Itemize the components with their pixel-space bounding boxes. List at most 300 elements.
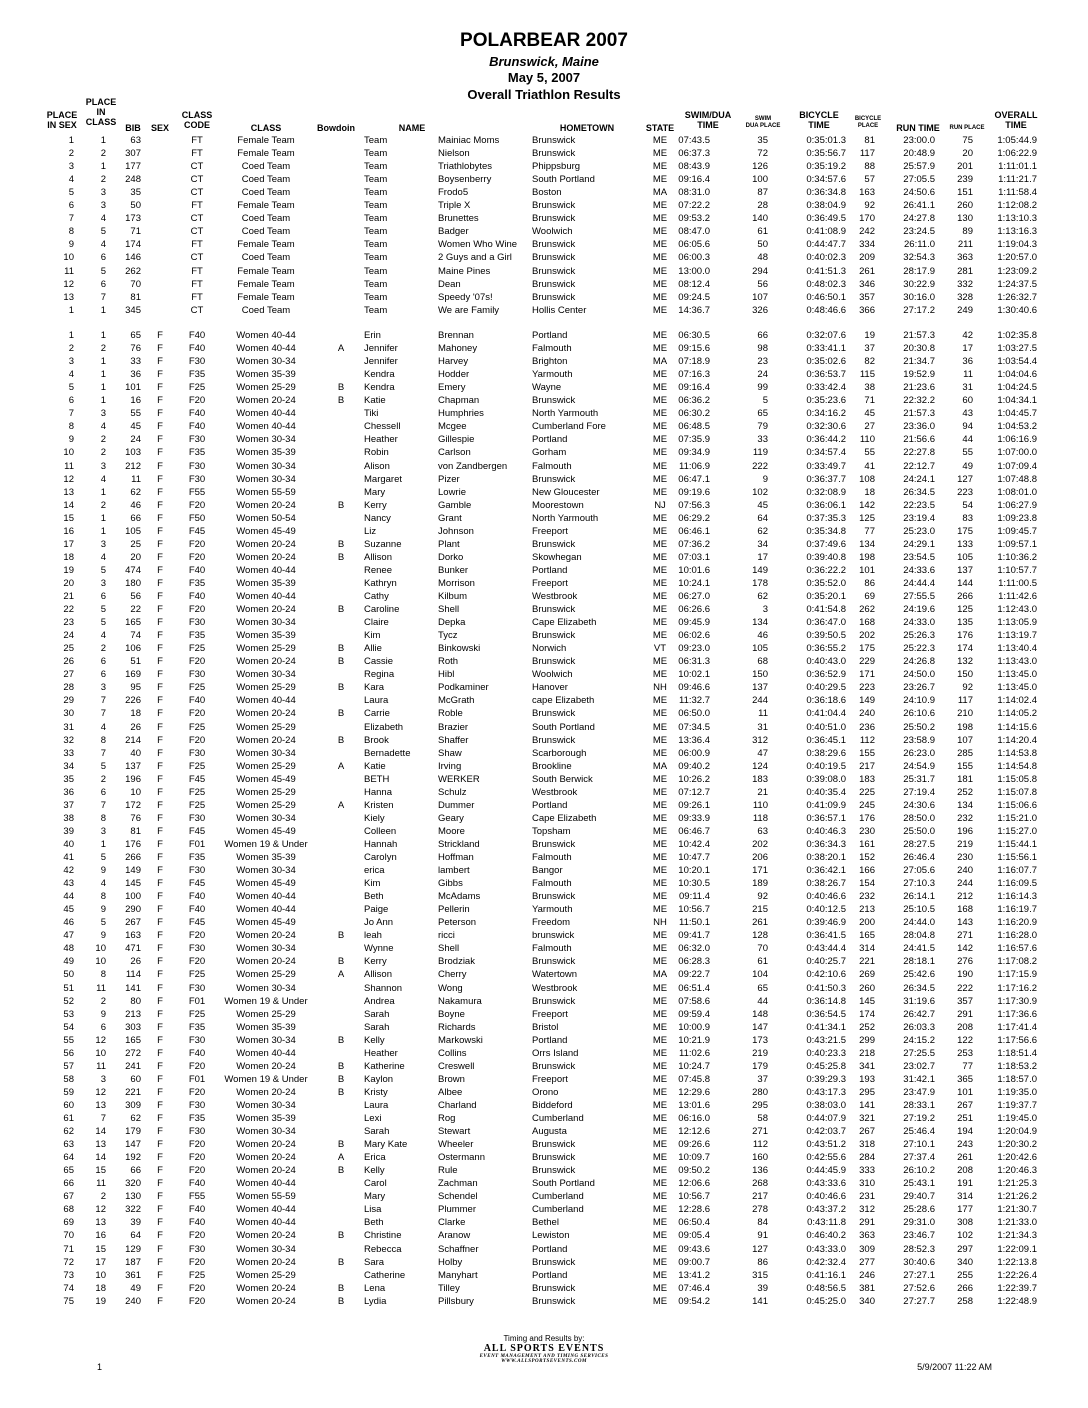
cell-bib: 40: [130, 747, 141, 759]
cell-hometown: Cumberland: [532, 1204, 584, 1216]
cell-run-time: 24:41.5: [903, 943, 935, 955]
cell-state: ME: [652, 226, 668, 238]
cell-class: Women 20-24: [236, 1165, 296, 1177]
cell-overall-time: 1:04:24.5: [997, 382, 1037, 394]
cell-last-name: Shaffer: [438, 734, 469, 746]
cell-bike-place: 38: [864, 382, 875, 394]
cell-bib: 137: [125, 760, 141, 772]
cell-run-place: 102: [957, 1230, 973, 1242]
cell-swim-time: 06:32.0: [678, 943, 710, 955]
cell-place-sex: 18: [63, 551, 74, 563]
cell-swim-place: 35: [757, 135, 768, 146]
cell-last-name: lambert: [438, 865, 470, 877]
cell-class-code: FT: [191, 265, 203, 277]
table-row: [0, 942, 1088, 955]
cell-bib: 145: [125, 878, 141, 890]
cell-class: Women 40-44: [236, 1217, 296, 1229]
cell-bib: 165: [125, 617, 141, 629]
cell-bib: 192: [125, 1152, 141, 1164]
cell-class: Women 19 & Under: [224, 838, 308, 850]
cell-overall-time: 1:15:56.1: [997, 852, 1037, 863]
table-row: [0, 525, 1088, 538]
cell-overall-time: 1:19:37.7: [997, 1099, 1037, 1111]
cell-class: Women 30-34: [236, 812, 296, 824]
table-row: [0, 1229, 1088, 1242]
cell-last-name: McGrath: [438, 695, 475, 707]
cell-class-code: F25: [188, 799, 206, 811]
cell-place-class: 13: [95, 1099, 106, 1111]
cell-run-time: 24:50.6: [903, 187, 935, 199]
cell-bike-time: 0:38:26.7: [806, 878, 846, 890]
cell-overall-time: 1:16:07.7: [997, 865, 1037, 877]
cell-class: Women 40-44: [236, 408, 296, 420]
cell-hometown: Cumberland: [532, 1191, 584, 1203]
cell-place-class: 2: [100, 995, 106, 1007]
cell-class-code: F30: [188, 943, 206, 955]
cell-hometown: Brunswick: [532, 891, 576, 903]
cell-run-place: 191: [957, 1178, 973, 1190]
cell-last-name: Dean: [438, 278, 461, 290]
cell-bike-time: 0:43:33.0: [806, 1243, 846, 1255]
cell-overall-time: 1:05:44.9: [997, 135, 1037, 146]
cell-place-class: 4: [100, 239, 106, 251]
table-row: [0, 355, 1088, 368]
cell-first-name: Team: [364, 239, 388, 251]
cell-bike-time: 0:36:57.1: [806, 812, 846, 824]
cell-last-name: Kilbum: [438, 591, 468, 602]
cell-run-place: 155: [957, 760, 973, 772]
cell-swim-time: 06:51.4: [678, 982, 710, 994]
cell-overall-time: 1:08:01.0: [997, 486, 1037, 498]
cell-sex: F: [157, 1139, 163, 1151]
cell-place-class: 2: [100, 434, 106, 446]
table-row: [0, 551, 1088, 564]
cell-run-time: 26:11.0: [904, 239, 935, 251]
cell-swim-time: 12:28.6: [678, 1204, 710, 1216]
cell-run-time: 23:19.4: [903, 512, 935, 524]
cell-swim-time: 09:15.6: [678, 343, 710, 355]
cell-place-class: 9: [100, 865, 106, 877]
cell-swim-place: 91: [757, 1230, 768, 1242]
cell-swim-time: 06:36.2: [678, 395, 710, 407]
cell-place-class: 4: [100, 878, 106, 890]
cell-bib: 64: [130, 1230, 141, 1242]
cell-class-code: F25: [188, 1269, 206, 1281]
cell-hometown: Brunswick: [532, 656, 576, 668]
cell-state: ME: [652, 1282, 668, 1294]
cell-bib: 176: [125, 838, 141, 850]
cell-swim-place: 126: [752, 161, 768, 173]
cell-swim-place: 24: [757, 369, 768, 381]
cell-overall-time: 1:11:00.5: [998, 577, 1037, 589]
cell-bike-time: 0:38:03.0: [806, 1099, 846, 1111]
cell-overall-time: 1:07:00.0: [997, 447, 1037, 459]
cell-class: Women 40-44: [236, 421, 296, 433]
cell-place-sex: 10: [63, 252, 74, 264]
cell-sex: F: [157, 969, 163, 981]
cell-class-code: F40: [188, 408, 206, 420]
cell-run-place: 144: [957, 577, 973, 589]
table-row: [0, 368, 1088, 381]
cell-first-name: Hannah: [364, 838, 398, 850]
cell-overall-time: 1:04:53.2: [997, 421, 1037, 433]
cell-hometown: Portland: [532, 1243, 568, 1255]
cell-sex: F: [157, 551, 163, 563]
cell-last-name: Dorko: [438, 551, 464, 563]
cell-class: Women 45-49: [236, 917, 296, 929]
cell-first-name: Kelly: [364, 1165, 385, 1177]
cell-overall-time: 1:09:57.1: [997, 538, 1037, 550]
cell-sex: F: [157, 865, 163, 877]
cell-swim-time: 06:46.1: [678, 525, 710, 537]
cell-bib: 322: [125, 1204, 141, 1216]
cell-swim-time: 12:06.6: [678, 1178, 710, 1190]
cell-bowdoin: B: [337, 1230, 345, 1242]
cell-overall-time: 1:21:25.3: [997, 1178, 1037, 1190]
cell-last-name: Holby: [438, 1256, 463, 1268]
cell-place-class: 12: [95, 1086, 106, 1098]
cell-class-code: F50: [188, 512, 206, 524]
cell-place-sex: 33: [63, 747, 74, 759]
cell-bowdoin: B: [337, 382, 345, 394]
cell-bib: 471: [125, 943, 141, 955]
cell-bib: 20: [130, 551, 141, 563]
cell-state: ME: [652, 382, 668, 394]
page-number: 1: [97, 1362, 103, 1372]
cell-state: ME: [652, 1086, 668, 1098]
cell-run-place: 357: [957, 995, 973, 1007]
cell-swim-place: 128: [752, 930, 768, 942]
cell-place-sex: 68: [63, 1204, 74, 1216]
cell-place-class: 10: [95, 943, 106, 955]
cell-first-name: Lisa: [364, 1204, 382, 1216]
cell-sex: F: [157, 734, 163, 746]
cell-swim-time: 12:29.6: [678, 1086, 710, 1098]
cell-first-name: Laura: [364, 695, 389, 707]
cell-run-place: 127: [957, 473, 973, 485]
cell-place-sex: 20: [63, 577, 74, 589]
cell-class-code: FT: [191, 135, 203, 146]
cell-bike-place: 346: [859, 278, 875, 290]
cell-hometown: Boston: [532, 187, 562, 199]
cell-run-place: 240: [957, 865, 973, 877]
cell-bike-place: 340: [859, 1295, 875, 1307]
cell-last-name: Brown: [438, 1073, 465, 1085]
cell-sex: F: [157, 604, 163, 616]
cell-overall-time: 1:16:09.5: [997, 878, 1037, 890]
cell-bib: 49: [130, 1282, 141, 1294]
cell-place-sex: 58: [63, 1073, 74, 1085]
cell-state: ME: [652, 838, 668, 850]
cell-place-class: 5: [100, 604, 106, 616]
cell-bike-time: 0:40:12.5: [806, 904, 846, 916]
cell-place-sex: 45: [63, 904, 74, 916]
cell-last-name: Clarke: [438, 1217, 466, 1229]
col-swim-place: SWIM DUA PLACE: [745, 116, 781, 129]
cell-last-name: Dummer: [438, 799, 475, 811]
cell-run-place: 251: [957, 1113, 973, 1124]
cell-bike-place: 108: [859, 473, 875, 485]
cell-swim-time: 07:03.1: [678, 551, 710, 563]
cell-last-name: Pillsbury: [438, 1295, 474, 1307]
cell-overall-time: 1:18:51.4: [997, 1047, 1037, 1059]
cell-run-time: 26:41.1: [903, 200, 935, 212]
cell-run-time: 24:44.4: [903, 577, 935, 589]
cell-bib: 101: [125, 382, 141, 394]
cell-place-sex: 53: [63, 1008, 74, 1020]
cell-state: ME: [652, 473, 668, 485]
cell-swim-time: 09:50.2: [678, 1165, 710, 1177]
cell-swim-place: 244: [752, 695, 768, 707]
cell-bike-place: 112: [859, 734, 875, 746]
cell-run-place: 332: [957, 278, 973, 290]
cell-state: ME: [652, 421, 668, 433]
cell-sex: F: [157, 356, 163, 368]
cell-class: Women 30-34: [236, 1126, 296, 1138]
cell-place-class: 2: [100, 447, 106, 459]
cell-last-name: Irving: [438, 760, 462, 772]
cell-place-class: 3: [100, 1073, 106, 1085]
cell-place-class: 5: [100, 852, 106, 863]
cell-last-name: Emery: [438, 382, 466, 394]
cell-swim-place: 79: [757, 421, 768, 433]
cell-class: Women 30-34: [236, 1099, 296, 1111]
cell-state: ME: [652, 1295, 668, 1307]
cell-class-code: F30: [188, 1034, 206, 1046]
cell-class: Women 25-29: [236, 1269, 296, 1281]
cell-bike-time: 0:41:50.3: [806, 982, 846, 994]
cell-class-code: CT: [190, 252, 204, 264]
cell-place-sex: 8: [68, 421, 74, 433]
cell-sex: F: [157, 995, 163, 1007]
cell-place-sex: 19: [63, 564, 74, 576]
cell-overall-time: 1:11:21.7: [998, 174, 1037, 186]
cell-overall-time: 1:13:19.7: [997, 630, 1037, 642]
cell-place-sex: 9: [68, 434, 74, 446]
cell-class: Women 25-29: [236, 969, 296, 981]
table-row: [0, 577, 1088, 590]
table-row: [0, 590, 1088, 603]
cell-overall-time: 1:14:05.2: [997, 708, 1037, 720]
cell-run-place: 212: [957, 891, 973, 903]
cell-swim-place: 183: [752, 773, 768, 785]
cell-swim-time: 06:05.6: [678, 239, 710, 251]
cell-class: Women 40-44: [236, 330, 296, 341]
cell-place-class: 1: [100, 486, 106, 498]
cell-class: Women 20-24: [236, 930, 296, 942]
table-row: [0, 864, 1088, 877]
cell-run-place: 101: [957, 1086, 973, 1098]
cell-run-place: 105: [957, 551, 973, 563]
cell-run-place: 249: [957, 304, 973, 316]
cell-state: ME: [652, 982, 668, 994]
cell-hometown: Hollis Center: [532, 304, 587, 316]
cell-place-class: 1: [100, 304, 106, 316]
cell-overall-time: 1:22:13.8: [997, 1256, 1037, 1268]
cell-swim-time: 13:41.2: [678, 1269, 710, 1281]
results-subtitle: Overall Triathlon Results: [467, 87, 621, 102]
cell-last-name: von Zandbergen: [438, 460, 508, 472]
cell-bib: 62: [130, 1113, 141, 1124]
cell-run-time: 27:55.5: [903, 591, 935, 602]
cell-swim-place: 104: [752, 969, 768, 981]
cell-last-name: Roth: [438, 656, 459, 668]
cell-bib: 66: [130, 512, 141, 524]
cell-swim-time: 07:22.2: [678, 200, 710, 212]
cell-overall-time: 1:21:33.0: [997, 1217, 1037, 1229]
cell-sex: F: [157, 1126, 163, 1138]
cell-hometown: Moorestown: [532, 499, 584, 511]
table-row: [0, 681, 1088, 694]
cell-run-place: 137: [957, 564, 973, 576]
cell-bike-place: 357: [859, 291, 875, 303]
cell-overall-time: 1:15:21.0: [997, 812, 1037, 824]
cell-swim-place: 202: [752, 838, 768, 850]
cell-run-time: 26:42.7: [903, 1008, 935, 1020]
cell-hometown: Brunswick: [532, 1152, 576, 1164]
cell-place-sex: 17: [63, 538, 74, 550]
cell-hometown: Cumberland: [532, 1113, 584, 1124]
cell-place-sex: 8: [68, 226, 74, 238]
cell-hometown: Woolwich: [532, 226, 573, 238]
cell-place-sex: 4: [68, 174, 74, 186]
cell-run-place: 130: [957, 213, 973, 225]
cell-class-code: CT: [190, 161, 204, 173]
cell-class-code: CT: [190, 226, 204, 238]
cell-hometown: Brunswick: [532, 278, 576, 290]
cell-state: ME: [652, 995, 668, 1007]
cell-state: ME: [652, 395, 668, 407]
cell-bib: 309: [125, 1099, 141, 1111]
table-row: [0, 982, 1088, 995]
cell-place-sex: 5: [68, 187, 74, 199]
cell-swim-place: 312: [752, 734, 768, 746]
cell-swim-place: 119: [752, 447, 768, 459]
table-row: [0, 668, 1088, 681]
cell-run-time: 24:50.0: [903, 669, 935, 681]
cell-hometown: cape Elizabeth: [532, 695, 595, 707]
cell-hometown: Westbrook: [532, 786, 578, 798]
cell-run-place: 219: [957, 838, 973, 850]
cell-state: ME: [652, 943, 668, 955]
cell-first-name: Kerry: [364, 956, 387, 968]
cell-sex: F: [157, 525, 163, 537]
cell-bike-time: 0:39:40.8: [806, 551, 846, 563]
cell-run-time: 27:05.6: [903, 865, 935, 877]
cell-run-place: 208: [957, 1165, 973, 1177]
cell-bib: 267: [125, 917, 141, 929]
cell-first-name: Kim: [364, 878, 381, 890]
cell-place-class: 4: [100, 473, 106, 485]
cell-first-name: Mary Kate: [364, 1139, 408, 1151]
cell-class-code: CT: [190, 187, 204, 199]
cell-hometown: Hanover: [532, 682, 568, 694]
cell-state: ME: [652, 135, 668, 146]
cell-sex: F: [157, 1021, 163, 1033]
cell-place-class: 2: [100, 643, 106, 655]
cell-hometown: Biddeford: [532, 1099, 573, 1111]
cell-first-name: Kristy: [364, 1086, 388, 1098]
cell-overall-time: 1:07:09.4: [997, 460, 1037, 472]
cell-place-sex: 12: [63, 278, 74, 290]
cell-bike-place: 101: [859, 564, 875, 576]
cell-class-code: F55: [188, 486, 206, 498]
cell-swim-time: 10:56.7: [678, 904, 710, 916]
cell-last-name: Shaw: [438, 747, 462, 759]
cell-class-code: F45: [188, 878, 206, 890]
cell-first-name: Paige: [364, 904, 389, 916]
cell-sex: F: [157, 943, 163, 955]
cell-class-code: F30: [188, 747, 206, 759]
cell-last-name: Humphries: [438, 408, 484, 420]
cell-run-place: 20: [962, 148, 973, 160]
cell-sex: F: [157, 395, 163, 407]
cell-swim-time: 06:28.3: [678, 956, 710, 968]
table-row: [0, 1151, 1088, 1164]
cell-overall-time: 1:16:28.0: [997, 930, 1037, 942]
table-row: [0, 838, 1088, 851]
cell-overall-time: 1:09:23.8: [997, 512, 1037, 524]
cell-place-class: 6: [100, 591, 106, 602]
cell-class: Women 20-24: [236, 551, 296, 563]
cell-class: Coed Team: [241, 187, 291, 199]
cell-state: ME: [652, 825, 668, 837]
cell-overall-time: 1:16:19.7: [997, 904, 1037, 916]
cell-place-sex: 43: [63, 878, 74, 890]
cell-bike-place: 209: [859, 252, 875, 264]
cell-bib: 130: [125, 1191, 141, 1203]
cell-last-name: Richards: [438, 1021, 476, 1033]
cell-run-place: 258: [957, 1295, 973, 1307]
cell-swim-place: 278: [752, 1204, 768, 1216]
cell-swim-time: 10:24.7: [678, 1060, 710, 1072]
cell-hometown: Freedom: [532, 917, 571, 929]
table-row: [0, 1256, 1088, 1269]
company-tagline: EVENT MANAGEMENT AND TIMING SERVICES: [479, 1354, 609, 1359]
cell-bib: 95: [130, 682, 141, 694]
cell-bike-place: 110: [859, 434, 875, 446]
cell-last-name: Carlson: [438, 447, 471, 459]
cell-run-place: 175: [957, 525, 973, 537]
cell-bike-place: 223: [859, 682, 875, 694]
cell-first-name: Team: [364, 200, 388, 212]
cell-place-sex: 6: [68, 395, 74, 407]
cell-swim-place: 102: [752, 486, 768, 498]
cell-bike-time: 0:42:10.6: [806, 969, 846, 981]
cell-sex: F: [157, 486, 163, 498]
cell-hometown: Westbrook: [532, 591, 578, 602]
cell-swim-place: 124: [752, 760, 768, 772]
cell-class: Women 20-24: [236, 656, 296, 668]
cell-overall-time: 1:13:16.3: [997, 226, 1037, 238]
cell-class-code: F25: [188, 682, 206, 694]
cell-run-place: 222: [957, 982, 973, 994]
cell-bike-time: 0:41:08.9: [806, 226, 846, 238]
cell-last-name: Brazier: [438, 721, 469, 733]
cell-state: ME: [652, 1047, 668, 1059]
cell-bike-time: 0:40:19.5: [806, 760, 846, 772]
cell-sex: F: [157, 343, 163, 355]
cell-run-place: 36: [962, 356, 973, 368]
cell-overall-time: 1:15:44.1: [997, 838, 1037, 850]
cell-state: ME: [652, 304, 668, 316]
cell-class: Women 30-34: [236, 617, 296, 629]
cell-run-time: 32:54.3: [903, 252, 935, 264]
table-row: [0, 512, 1088, 525]
cell-bib: 76: [130, 343, 141, 355]
cell-overall-time: 1:22:48.9: [997, 1295, 1037, 1307]
cell-state: ME: [652, 1152, 668, 1164]
